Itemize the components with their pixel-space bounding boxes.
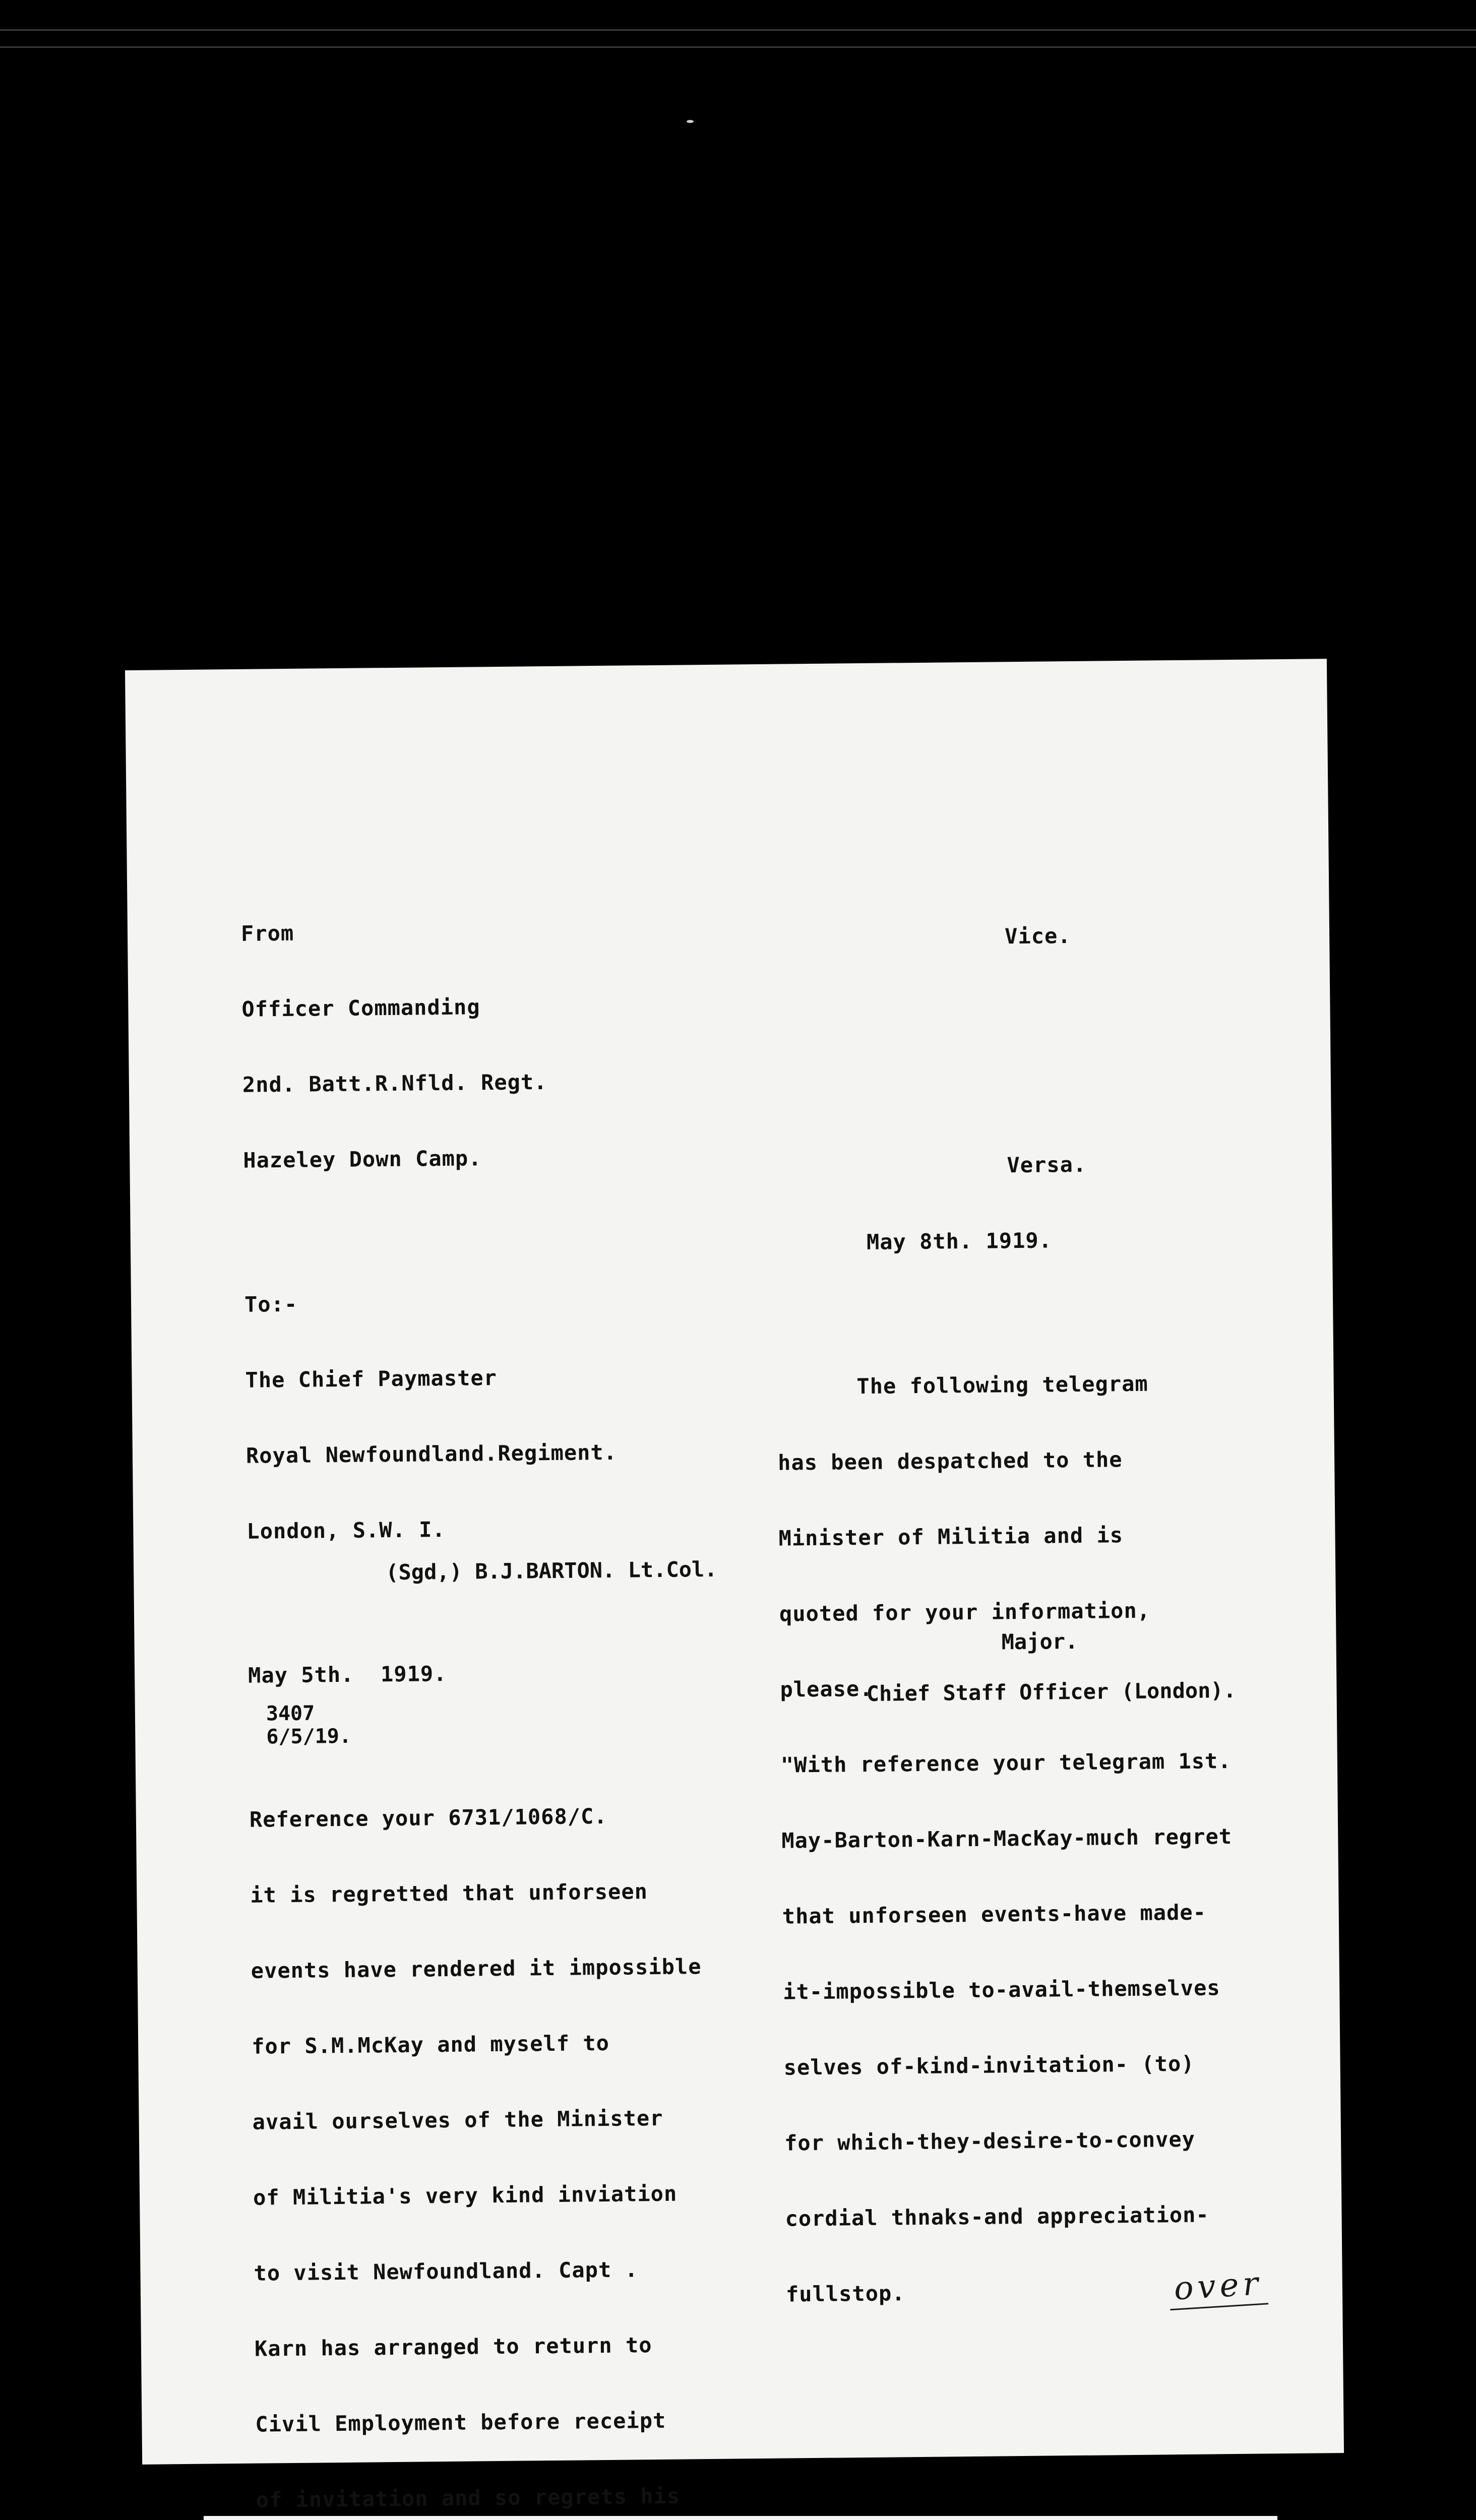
versa-label: Versa. (1007, 1152, 1087, 1178)
telegram-line: May-Barton-Karn-MacKay-much regret (781, 1824, 1233, 1853)
telegram-line: "With reference your telegram 1st. (780, 1748, 1232, 1778)
archive-label-card (204, 2516, 1277, 2520)
body-line: Karn has arranged to return to (254, 2333, 652, 2361)
to-line: London, S.W. I. (247, 1517, 446, 1544)
reply-line: quoted for your information, (779, 1598, 1151, 1626)
body-line: of invitation and so regrets his (256, 2483, 681, 2512)
from-label: From (240, 920, 294, 946)
to-line: The Chief Paymaster (245, 1365, 498, 1393)
from-line: 2nd. Batt.R.Nfld. Regt. (242, 1069, 547, 1097)
signatory-title: Chief Staff Officer (London). (866, 1677, 1237, 1706)
body-line: of Militia's very kind inviation (253, 2181, 678, 2210)
body-line: it is regretted that unforseen (250, 1879, 648, 1908)
telegram-line: selves of-kind-invitation- (to) (783, 2051, 1195, 2080)
file-date: 6/5/19. (266, 1724, 352, 1749)
signature-barton: (Sgd,) B.J.BARTON. Lt.Col. (385, 1556, 717, 1585)
signature-block-right (814, 1577, 1236, 1732)
body-line: for S.M.McKay and myself to (251, 2030, 610, 2059)
dust-speck (687, 120, 694, 123)
from-line: Officer Commanding (241, 994, 480, 1022)
film-edge-line (0, 29, 1476, 31)
body-line: Civil Employment before receipt (255, 2408, 666, 2437)
reply-line: has been despatched to the (777, 1447, 1123, 1475)
body-line: avail ourselves of the Minister (252, 2105, 663, 2134)
body-line: to visit Newfoundland. Capt . (254, 2257, 639, 2286)
telegram-line: it-impossible to-avail-themselves (782, 1975, 1220, 2004)
telegram-line: for which-they-desire-to-convey (784, 2126, 1196, 2156)
body-line: events have rendered it impossible (251, 1954, 702, 1983)
to-label: To:- (244, 1291, 298, 1317)
body-line: Reference your 6731/1068/C. (249, 1803, 607, 1832)
reply-line: Minister of Militia and is (778, 1523, 1124, 1551)
film-edge-line (0, 46, 1476, 48)
reply-line: The following telegram (777, 1371, 1148, 1400)
reply-line: please. (780, 1676, 873, 1702)
letter-date: May 5th. 1919. (248, 1661, 447, 1688)
letter-left-column (240, 866, 710, 2520)
letter-page (125, 659, 1344, 2512)
from-line: Hazeley Down Camp. (243, 1146, 482, 1173)
vice-label: Vice. (1004, 923, 1071, 949)
telegram-line: cordial thnaks-and appreciation- (785, 2202, 1209, 2231)
reply-date: May 8th. 1919. (866, 1228, 1053, 1254)
file-number: 3407 (266, 1702, 315, 1726)
telegram-line: fullstop. (785, 2281, 905, 2307)
to-line: Royal Newfoundland.Regiment. (245, 1439, 618, 1468)
handwritten-over-note: over (1168, 2264, 1269, 2310)
signatory-rank: Major. (1001, 1628, 1078, 1655)
file-reference (266, 1702, 351, 1749)
telegram-line: that unforseen events-have made- (782, 1900, 1207, 1929)
